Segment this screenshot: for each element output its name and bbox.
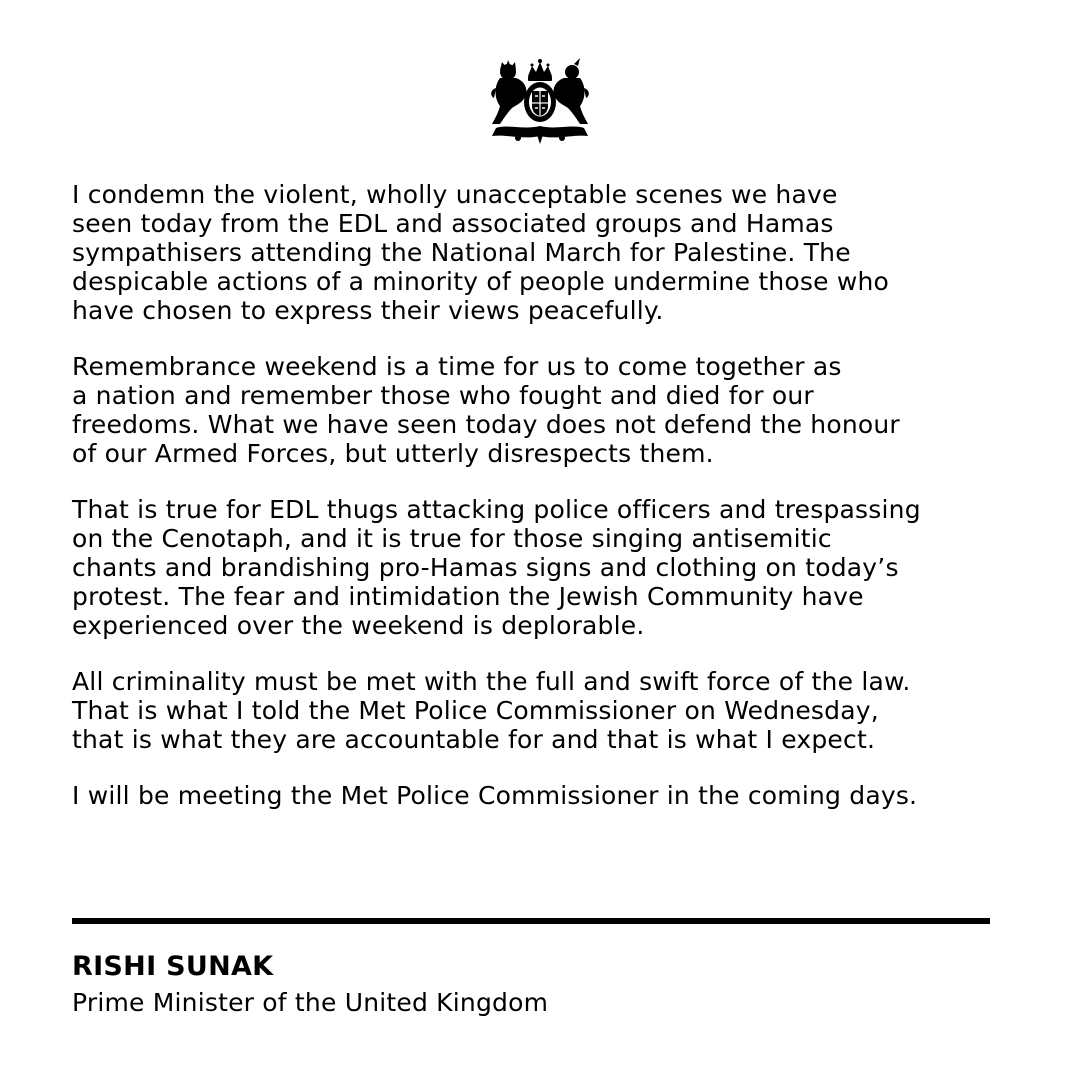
statement-paragraph: Remembrance weekend is a time for us to come together as a nation and remember those who fought and died for our freedoms. What we have seen today does not defend the honour of our Armed Forces, but utterly disrespects them. [72,352,900,468]
royal-coat-of-arms-icon [488,58,592,144]
signatory-title: Prime Minister of the United Kingdom [72,988,549,1017]
statement-paragraph: I condemn the violent, wholly unacceptable scenes we have seen today from the EDL and associated groups and Hamas sympathisers attending the National March for Palestine. The despicable actions of a minority of people undermine those who have chosen to express their views peacefully. [72,180,890,325]
signature-divider [72,918,990,924]
statement-paragraph: All criminality must be met with the full and swift force of the law. That is what I told the Met Police Commissioner on Wednesday, that is what they are accountable for and that is what I expect. [72,667,911,754]
statement-paragraph: I will be meeting the Met Police Commissioner in the coming days. [72,781,918,810]
statement-paragraph: That is true for EDL thugs attacking police officers and trespassing on the Cenotaph, and it is true for those singing antisemitic chants and brandishing pro-Hamas signs and clothing on today’s protest. The fear and intimidation the Jewish Community have experienced over the weekend is deplorable. [72,495,921,640]
signatory-name: RISHI SUNAK [72,951,274,982]
statement-body [72,180,1012,837]
